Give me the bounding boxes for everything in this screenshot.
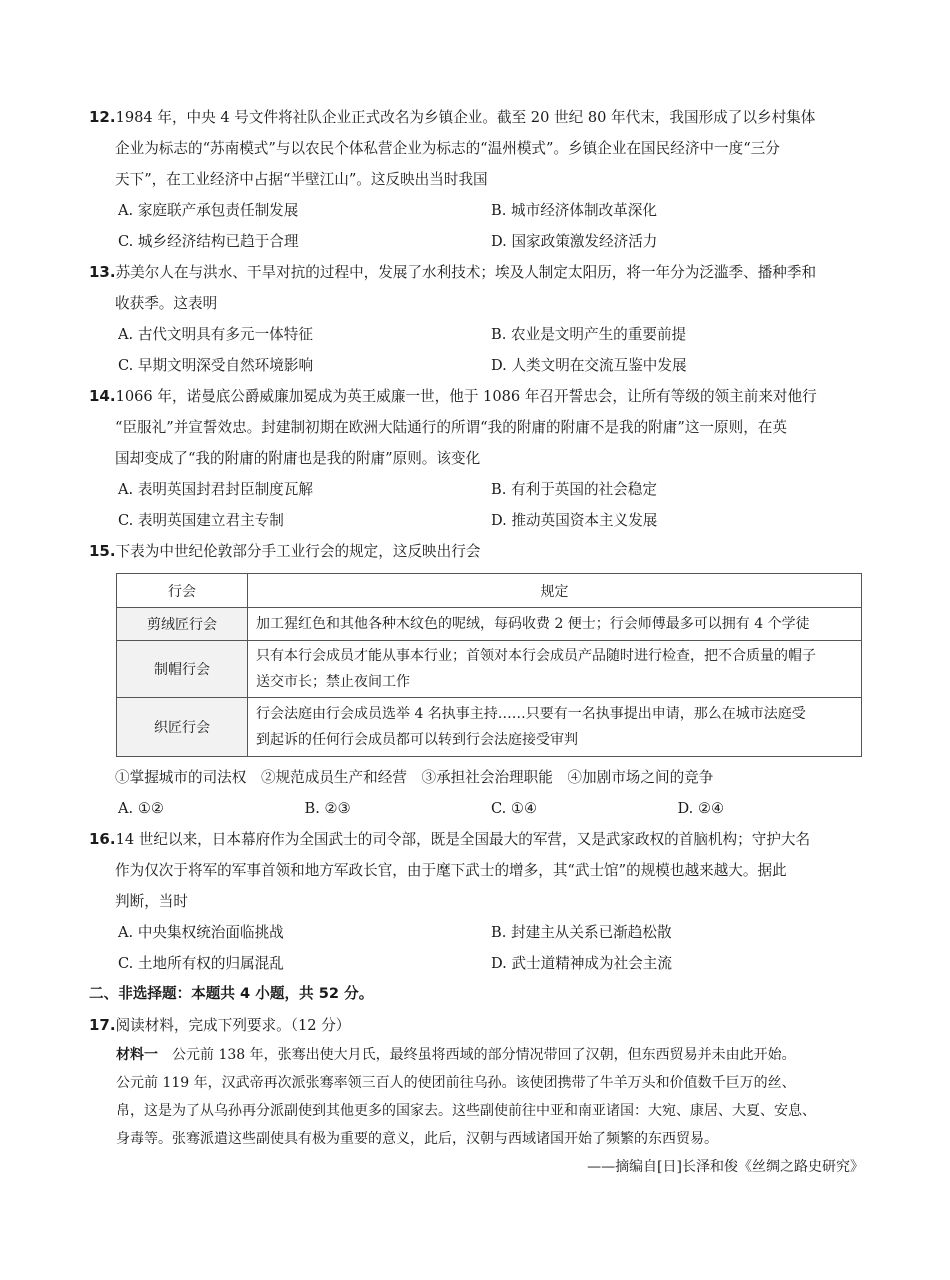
material-one [116, 1041, 864, 1181]
option-a[interactable]: A. 古代文明具有多元一体特征 [118, 326, 313, 343]
question-16-line-1: 16.14 世纪以来，日本幕府作为全国武士的司令部，既是全国最大的军营，又是武家政权的首脑机构；守护大名 [89, 830, 811, 848]
option-a[interactable]: A. 中央集权统治面临挑战 [118, 924, 284, 941]
question-number: 13. [89, 263, 116, 281]
question-13 [89, 257, 864, 381]
question-13-line-2: 收获季。这表明 [115, 295, 218, 312]
question-14-line-1: 14.1066 年，诺曼底公爵威廉加冕成为英王威廉一世，他于 1086 年召开誓忠会，让所有等级的领主前来对他行 [89, 387, 817, 405]
question-13-line-1: 13.苏美尔人在与洪水、干旱对抗的过程中，发展了水利技术；埃及人制定太阳历，将一年分为泛滥季、播种季和 [89, 263, 817, 281]
table-row [117, 641, 862, 698]
statement-list: ①掌握城市的司法权 ②规范成员生产和经营 ③承担社会治理职能 ④加剧市场之间的竞争 [115, 769, 714, 786]
question-16-line-3: 判断，当时 [115, 893, 188, 910]
option-c[interactable]: C. 早期文明深受自然环境影响 [118, 357, 314, 374]
guild-rule: 行会法庭由行会成员选举 4 名执事主持……只要有一名执事提出申请，那么在城市法庭受 到起诉的任何行会成员都可以转到行会法庭接受审判 [248, 698, 862, 757]
table-header-guild: 行会 [117, 574, 248, 608]
question-number: 12. [89, 108, 116, 126]
section-heading: 二、非选择题：本题共 4 小题，共 52 分。 [89, 985, 374, 1002]
options-row [89, 505, 864, 536]
guild-name: 织匠行会 [117, 698, 248, 757]
question-14-line-3: 国却变成了“我的附庸的附庸也是我的附庸”原则。该变化 [115, 450, 481, 467]
guild-name: 剪绒匠行会 [117, 608, 248, 641]
table-header-row [117, 574, 862, 608]
option-d[interactable]: D. 武士道精神成为社会主流 [491, 955, 672, 972]
options-row [89, 948, 864, 979]
material-source: ——摘编自[日]长泽和俊《丝绸之路史研究》 [587, 1159, 864, 1175]
question-15-choices [89, 762, 864, 824]
option-c[interactable]: C. 城乡经济结构已趋于合理 [118, 233, 299, 250]
table-row [117, 698, 862, 757]
table-row [117, 608, 862, 641]
question-15 [89, 536, 864, 567]
guild-rule: 加工猩红色和其他各种木纹色的呢绒，每码收费 2 便士；行会师傅最多可以拥有 4 个学徒 [248, 608, 862, 641]
material-line-3: 帛，这是为了从乌孙再分派副使到其他更多的国家去。这些副使前往中亚和南亚诸国：大宛、康居、大夏、安息、 [116, 1103, 816, 1119]
option-b[interactable]: B. 农业是文明产生的重要前提 [491, 326, 687, 343]
option-a[interactable]: A. 表明英国封君封臣制度瓦解 [118, 481, 313, 498]
material-line-4: 身毒等。张骞派遣这些副使具有极为重要的意义，此后，汉朝与西域诸国开始了频繁的东西贸易。 [116, 1131, 718, 1147]
question-12-line-1: 12.1984 年，中央 4 号文件将社队企业正式改名为乡镇企业。截至 20 世纪 80 年代末，我国形成了以乡村集体 [89, 108, 816, 126]
question-14 [89, 381, 864, 536]
question-16 [89, 824, 864, 979]
question-number: 14. [89, 387, 116, 405]
options-row [89, 350, 864, 381]
question-12-line-3: 天下”，在工业经济中占据“半壁江山”。这反映出当时我国 [115, 171, 488, 188]
option-b[interactable]: B. ②③ [304, 800, 351, 817]
question-12 [89, 102, 864, 257]
option-d[interactable]: D. 推动英国资本主义发展 [491, 512, 658, 529]
question-number: 16. [89, 830, 116, 848]
question-12-line-2: 企业为标志的“苏南模式”与以农民个体私营企业为标志的“温州模式”。乡镇企业在国民经济中一度“三分 [115, 140, 780, 157]
option-c[interactable]: C. ①④ [491, 800, 538, 817]
question-17 [89, 1010, 864, 1041]
guild-rules-table [116, 573, 862, 757]
table-header-rule: 规定 [248, 574, 862, 608]
option-b[interactable]: B. 封建主从关系已渐趋松散 [491, 924, 672, 941]
material-label: 材料一 [116, 1047, 158, 1063]
options-row [89, 319, 864, 350]
options-row [89, 474, 864, 505]
question-16-line-2: 作为仅次于将军的军事首领和地方军政长官，由于麾下武士的增多，其“武士馆”的规模也越来越大。据此 [115, 862, 787, 879]
question-17-stem: 17.阅读材料，完成下列要求。（12 分） [89, 1016, 351, 1034]
option-b[interactable]: B. 有利于英国的社会稳定 [491, 481, 657, 498]
option-c[interactable]: C. 土地所有权的归属混乱 [118, 955, 284, 972]
question-number: 15. [89, 542, 116, 560]
question-number: 17. [89, 1016, 116, 1034]
question-15-stem: 15.下表为中世纪伦敦部分手工业行会的规定，这反映出行会 [89, 542, 481, 560]
options-row [89, 195, 864, 226]
option-d[interactable]: D. 人类文明在交流互鉴中发展 [491, 357, 687, 374]
options-row [89, 226, 864, 257]
option-d[interactable]: D. ②④ [677, 800, 725, 817]
option-a[interactable]: A. 家庭联产承包责任制发展 [118, 202, 299, 219]
guild-rule: 只有本行会成员才能从事本行业；首领对本行会成员产品随时进行检查，把不合质量的帽子 送交市长；禁止夜间工作 [248, 641, 862, 698]
material-line-2: 公元前 119 年，汉武帝再次派张骞率领三百人的使团前往乌孙。该使团携带了牛羊万头和价值数千巨万的丝、 [116, 1075, 796, 1091]
option-d[interactable]: D. 国家政策激发经济活力 [491, 233, 658, 250]
guild-name: 制帽行会 [117, 641, 248, 698]
option-c[interactable]: C. 表明英国建立君主专制 [118, 512, 284, 529]
options-row [89, 917, 864, 948]
material-line-1: 材料一 公元前 138 年，张骞出使大月氏，最终虽将西域的部分情况带回了汉朝，但东西贸易并未由此开始。 [116, 1047, 796, 1063]
option-a[interactable]: A. ①② [118, 800, 164, 817]
question-14-line-2: “臣服礼”并宣誓效忠。封建制初期在欧洲大陆通行的所谓“我的附庸的附庸不是我的附庸”这一原则，在英 [115, 419, 787, 436]
option-b[interactable]: B. 城市经济体制改革深化 [491, 202, 657, 219]
options-row [89, 793, 864, 824]
